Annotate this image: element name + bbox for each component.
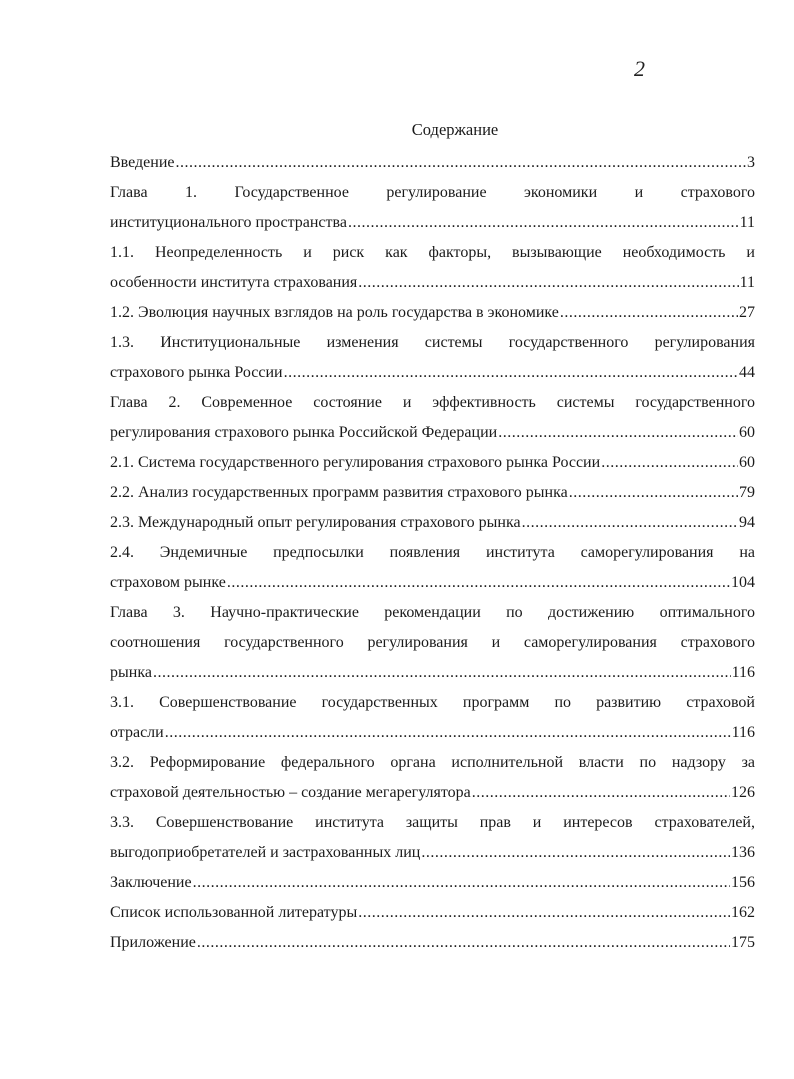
toc-entry-title: 2.3. Международный опыт регулирования страхового рынка bbox=[110, 514, 521, 531]
table-of-contents bbox=[110, 148, 755, 958]
toc-entry-last-line bbox=[110, 208, 755, 238]
toc-entry-text-line: Глава 2. Современное состояние и эффективность системы государственного bbox=[110, 394, 755, 411]
toc-entry-title: 1.2. Эволюция научных взглядов на роль государства в экономике bbox=[110, 304, 559, 321]
toc-page-number: 44 bbox=[739, 364, 755, 381]
toc-entry bbox=[110, 898, 755, 928]
toc-page-number: 116 bbox=[731, 664, 755, 681]
dot-leader bbox=[153, 658, 731, 688]
toc-entry-title: страховой деятельностью – создание мегарегулятора bbox=[110, 784, 471, 801]
toc-entry-title: Введение bbox=[110, 154, 175, 171]
toc-page-number: 27 bbox=[739, 304, 755, 321]
toc-entry-last-line bbox=[110, 448, 755, 478]
toc-entry-title: Заключение bbox=[110, 874, 192, 891]
toc-entry-last-line bbox=[110, 148, 755, 178]
page-title: Содержание bbox=[411, 120, 499, 139]
toc-page-number: 126 bbox=[731, 784, 755, 801]
handwritten-page-number: 2 bbox=[634, 56, 645, 81]
toc-entry-last-line bbox=[110, 838, 755, 868]
toc-entry-text-line: Глава 3. Научно-практические рекомендации по достижению оптимального bbox=[110, 604, 755, 621]
toc-entry-title: отрасли bbox=[110, 724, 164, 741]
dot-leader bbox=[176, 148, 747, 178]
toc-entry bbox=[110, 448, 755, 478]
dot-leader bbox=[522, 508, 738, 538]
toc-page-number: 94 bbox=[739, 514, 755, 531]
toc-page-number: 162 bbox=[731, 904, 755, 921]
toc-entry-last-line bbox=[110, 568, 755, 598]
toc-page-number: 175 bbox=[731, 934, 755, 951]
toc-entry-last-line bbox=[110, 478, 755, 508]
dot-leader bbox=[197, 928, 730, 958]
toc-entry-text-line: 1.1. Неопределенность и риск как факторы, вызывающие необходимость и bbox=[110, 244, 755, 261]
toc-entry-last-line bbox=[110, 418, 755, 448]
toc-entry-title: выгодоприобретателей и застрахованных лиц bbox=[110, 844, 421, 861]
toc-entry bbox=[110, 688, 755, 748]
toc-entry-last-line bbox=[110, 268, 755, 298]
toc-page-number: 104 bbox=[731, 574, 755, 591]
toc-entry bbox=[110, 748, 755, 808]
dot-leader bbox=[348, 208, 739, 238]
toc-entry-text-line: Глава 1. Государственное регулирование экономики и страхового bbox=[110, 184, 755, 201]
toc-entry bbox=[110, 868, 755, 898]
dot-leader bbox=[165, 718, 731, 748]
toc-page-number: 11 bbox=[739, 214, 755, 231]
dot-leader bbox=[421, 838, 730, 868]
toc-entry-title: 2.2. Анализ государственных программ развития страхового рынка bbox=[110, 484, 568, 501]
dot-leader bbox=[472, 778, 730, 808]
toc-entry-text-line: 1.3. Институциональные изменения системы государственного регулирования bbox=[110, 334, 755, 351]
dot-leader bbox=[284, 358, 738, 388]
toc-entry bbox=[110, 478, 755, 508]
toc-entry-last-line bbox=[110, 928, 755, 958]
dot-leader bbox=[569, 478, 738, 508]
toc-entry-text-line: 3.2. Реформирование федерального органа исполнительной власти по надзору за bbox=[110, 754, 755, 771]
dot-leader bbox=[601, 448, 738, 478]
toc-entry-title: страховом рынке bbox=[110, 574, 226, 591]
toc-page-number: 60 bbox=[739, 454, 755, 471]
toc-page-number: 156 bbox=[731, 874, 755, 891]
toc-entry-text-line: 3.3. Совершенствование института защиты прав и интересов страхователей, bbox=[110, 814, 755, 831]
toc-entry-title: Список использованной литературы bbox=[110, 904, 358, 921]
toc-page-number: 136 bbox=[731, 844, 755, 861]
toc-entry-text-line: 2.4. Эндемичные предпосылки появления института саморегулирования на bbox=[110, 544, 755, 561]
toc-entry-last-line bbox=[110, 898, 755, 928]
toc-entry bbox=[110, 238, 755, 298]
toc-entry bbox=[110, 328, 755, 388]
toc-entry-text-line: 3.1. Совершенствование государственных программ по развитию страховой bbox=[110, 694, 755, 711]
toc-page-number: 60 bbox=[739, 424, 755, 441]
dot-leader bbox=[358, 898, 730, 928]
toc-entry-title: страхового рынка России bbox=[110, 364, 283, 381]
dot-leader bbox=[193, 868, 730, 898]
toc-entry-title: регулирования страхового рынка Российской Федерации bbox=[110, 424, 498, 441]
toc-entry bbox=[110, 148, 755, 178]
toc-entry-last-line bbox=[110, 718, 755, 748]
toc-entry-title: особенности института страхования bbox=[110, 274, 358, 291]
toc-entry-last-line bbox=[110, 508, 755, 538]
toc-entry-last-line bbox=[110, 358, 755, 388]
toc-page-number: 79 bbox=[739, 484, 755, 501]
toc-entry-last-line bbox=[110, 298, 755, 328]
toc-entry-title: 2.1. Система государственного регулирования страхового рынка России bbox=[110, 454, 601, 471]
toc-entry-last-line bbox=[110, 778, 755, 808]
toc-entry bbox=[110, 298, 755, 328]
toc-entry bbox=[110, 508, 755, 538]
toc-entry-title: Приложение bbox=[110, 934, 196, 951]
toc-entry-text-line: соотношения государственного регулирования и саморегулирования страхового bbox=[110, 634, 755, 651]
toc-entry-title: рынка bbox=[110, 664, 152, 681]
toc-entry-title: институционального пространства bbox=[110, 214, 347, 231]
toc-entry bbox=[110, 598, 755, 688]
toc-entry-last-line bbox=[110, 658, 755, 688]
dot-leader bbox=[227, 568, 730, 598]
toc-entry bbox=[110, 388, 755, 448]
toc-entry bbox=[110, 808, 755, 868]
dot-leader bbox=[358, 268, 738, 298]
toc-entry bbox=[110, 178, 755, 238]
toc-page-number: 11 bbox=[739, 274, 755, 291]
toc-page-number: 3 bbox=[747, 154, 755, 171]
toc-page-number: 116 bbox=[731, 724, 755, 741]
toc-entry-last-line bbox=[110, 868, 755, 898]
dot-leader bbox=[560, 298, 738, 328]
dot-leader bbox=[498, 418, 738, 448]
toc-entry bbox=[110, 928, 755, 958]
toc-entry bbox=[110, 538, 755, 598]
